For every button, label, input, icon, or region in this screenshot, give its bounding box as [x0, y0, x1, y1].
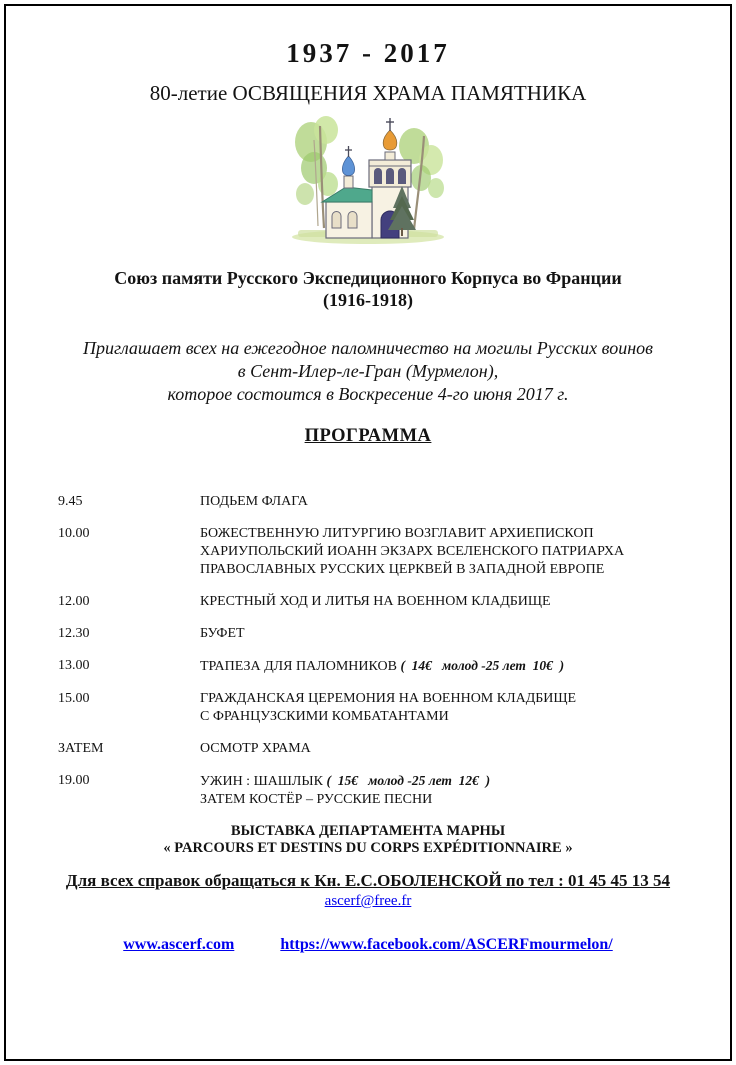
facebook-link[interactable]: https://www.facebook.com/ASCERFmourmelon/: [280, 936, 613, 953]
organization-name-block: [0, 267, 736, 311]
organization-name: Союз памяти Русского Экспедиционного Корпуса во Франции: [114, 268, 622, 288]
page-title-years: 1937 - 2017: [286, 38, 450, 68]
invitation-line-3: которое состоится в Воскресение 4-го июня 2017 г.: [167, 384, 569, 404]
program-row-1900: [58, 772, 696, 809]
program-row-then: [58, 740, 696, 758]
program-schedule: [0, 493, 736, 809]
email-link[interactable]: ascerf@free.fr: [324, 893, 412, 909]
program-row-1000: [58, 525, 696, 579]
program-time: ЗАТЕМ: [58, 741, 104, 756]
program-description: УЖИН : ШАШЛЫК ( 15€ молод -25 лет 12€ ) ЗАТЕМ КОСТЁР – РУССКИЕ ПЕСНИ: [200, 773, 491, 807]
program-description: КРЕСТНЫЙ ХОД И ЛИТЬЯ НА ВОЕННОМ КЛАДБИЩЕ: [200, 594, 551, 609]
links-row: [0, 936, 736, 954]
program-description: БОЖЕСТВЕННУЮ ЛИТУРГИЮ ВОЗГЛАВИТ АРХИЕПИСКОП ХАРИУПОЛЬСКИЙ ИОАНН ЭКЗАРХ ВСЕЛЕНСКОГО ПАТРИАРХА ПРАВОСЛАВНЫХ РУССКИХ ЦЕРКВЕЙ В ЗАПАДНОЙ ЕВРОПЕ: [200, 526, 625, 577]
exhibition-subtitle: « PARCOURS ET DESTINS DU CORPS EXPÉDITIONNAIRE »: [163, 840, 573, 856]
program-row-1200: [58, 593, 696, 611]
program-row-945: [58, 493, 696, 511]
exhibition-announcement: [0, 823, 736, 857]
program-row-1230: [58, 625, 696, 643]
program-time: 12.30: [58, 626, 90, 641]
program-description: ТРАПЕЗА ДЛЯ ПАЛОМНИКОВ ( 14€ молод -25 лет 10€ ): [200, 658, 565, 674]
website-link[interactable]: www.ascerf.com: [123, 936, 235, 953]
program-description: ПОДЬЕМ ФЛАГА: [200, 494, 308, 509]
invitation-text: [0, 337, 736, 406]
organization-years: (1916-1918): [323, 290, 413, 310]
program-row-1500: [58, 690, 696, 726]
exhibition-title: ВЫСТАВКА ДЕПАРТАМЕНТА МАРНЫ: [230, 823, 506, 839]
church-illustration: [0, 110, 736, 253]
invitation-line-2: в Сент-Илер-ле-Гран (Мурмелон),: [237, 361, 499, 381]
price-tag: ( 15€ молод -25 лет 12€ ): [326, 773, 491, 788]
program-description: БУФЕТ: [200, 626, 245, 641]
price-tag: ( 14€ молод -25 лет 10€ ): [400, 658, 565, 673]
program-description: ОСМОТР ХРАМА: [200, 741, 311, 756]
program-time: 12.00: [58, 594, 90, 609]
program-time: 15.00: [58, 691, 90, 706]
program-time: 10.00: [58, 526, 90, 541]
program-time: 13.00: [58, 658, 90, 673]
church-watercolor-icon: [284, 110, 452, 248]
contact-info: Для всех справок обращаться к Кн. Е.С.ОБОЛЕНСКОЙ по тел : 01 45 45 13 54: [65, 871, 671, 890]
program-heading: ПРОГРАММА: [304, 426, 432, 446]
email-row: [0, 893, 736, 910]
invitation-line-1: Приглашает всех на ежегодное паломничество на могилы Русских воинов: [83, 338, 653, 358]
page-subtitle: 80-летие ОСВЯЩЕНИЯ ХРАМА ПАМЯТНИКА: [149, 81, 587, 105]
program-time: 9.45: [58, 494, 83, 509]
program-row-1300: [58, 657, 696, 676]
program-description: ГРАЖДАНСКАЯ ЦЕРЕМОНИЯ НА ВОЕННОМ КЛАДБИЩЕ С ФРАНЦУЗСКИМИ КОМБАТАНТАМИ: [200, 691, 577, 724]
program-time: 19.00: [58, 773, 90, 788]
